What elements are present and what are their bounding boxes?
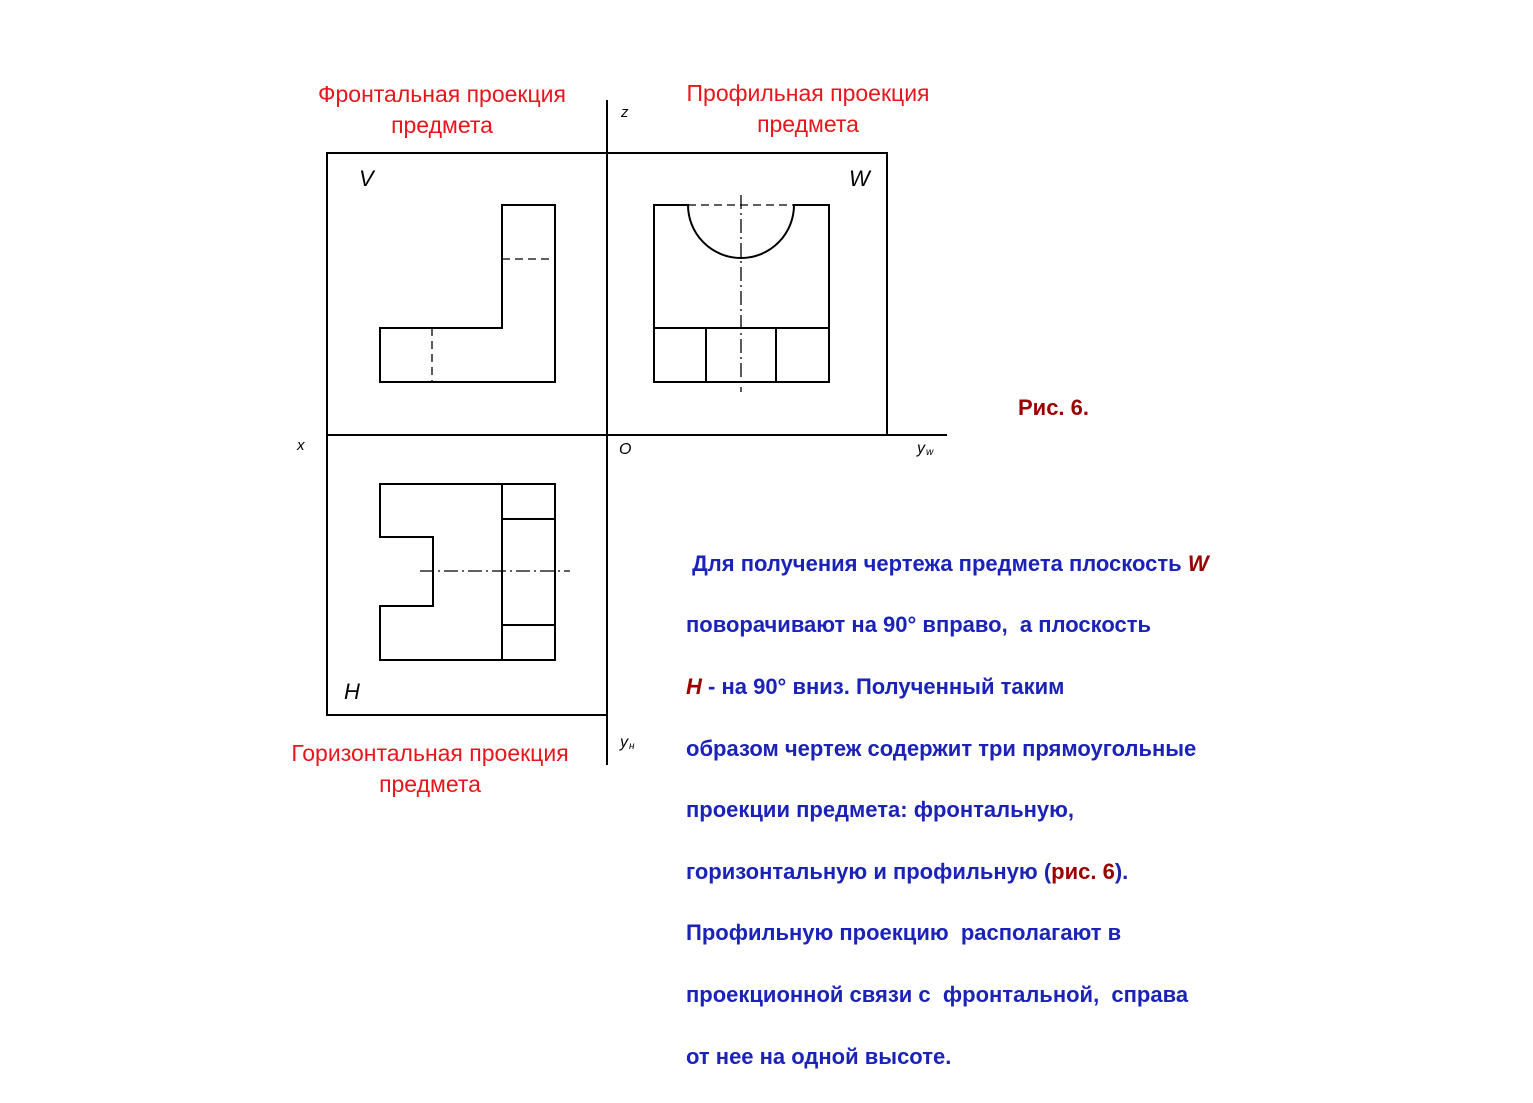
horizontal-label-line-1: Горизонтальная проекция xyxy=(291,740,569,766)
description-line-2: поворачивают на 90° вправо, а плоскость xyxy=(686,612,1152,638)
description-line-8: проекционной связи с фронтальной, справа xyxy=(686,981,1189,1007)
origin-label: O xyxy=(619,441,632,458)
plane-h-label: H xyxy=(344,679,360,704)
figure-caption: Рис. 6. xyxy=(1018,395,1090,420)
axis-yh-subscript: н xyxy=(629,741,635,752)
horizontal-view-outline xyxy=(380,484,555,660)
description-line-5: проекции предмета: фронтальную, xyxy=(686,797,1075,823)
plane-v-frame xyxy=(327,153,607,435)
description-line-6: горизонтальную и профильную (рис. 6). xyxy=(686,858,1129,884)
description-line-1: Для получения чертежа предмета плоскость W xyxy=(686,550,1209,576)
description-text xyxy=(686,518,1209,1103)
plane-v-label: V xyxy=(359,166,374,191)
description-line-7: Профильную проекцию располагают в xyxy=(686,920,1122,946)
frontal-label-line-2: предмета xyxy=(391,112,493,138)
profile-label-line-2: предмета xyxy=(757,111,859,137)
frontal-view-outline xyxy=(380,205,555,382)
profile-label-line-1: Профильная проекция xyxy=(686,80,930,106)
description-line-9: от нее на одной высоте. xyxy=(686,1043,952,1069)
description-line-4: образом чертеж содержит три прямоугольные xyxy=(686,735,1197,761)
plane-w-frame xyxy=(607,153,887,435)
figure-ref: рис. 6 xyxy=(1051,858,1115,884)
axis-z-label: z xyxy=(621,104,629,121)
horizontal-label-line-2: предмета xyxy=(379,771,481,797)
plane-w-ref: W xyxy=(1187,550,1209,576)
plane-w-label: W xyxy=(849,166,870,191)
axis-yw-label: y xyxy=(917,440,925,457)
description-line-3: H - на 90° вниз. Полученный таким xyxy=(686,673,1065,699)
plane-h-ref: H xyxy=(686,673,702,699)
axis-yw-subscript: w xyxy=(926,447,934,458)
frontal-label-line-1: Фронтальная проекция xyxy=(318,81,566,107)
axis-x-label: x xyxy=(297,437,305,454)
axis-yh-label: y xyxy=(620,734,628,751)
plane-h-frame xyxy=(327,435,607,715)
